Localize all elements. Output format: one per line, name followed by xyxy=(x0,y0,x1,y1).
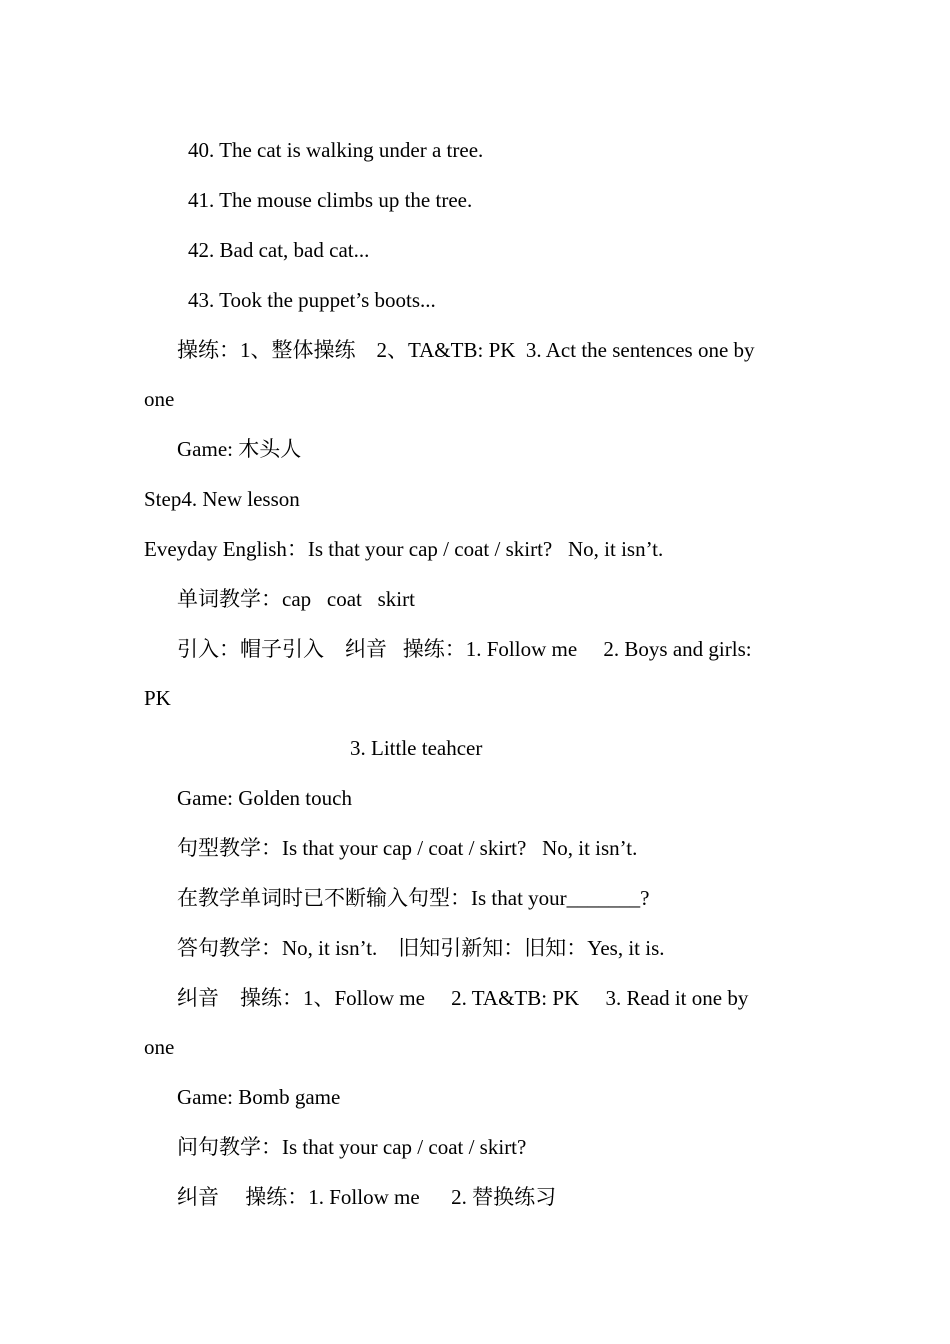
text-line: 操练：1、整体操练 2、TA&TB: PK 3. Act the sentences one by xyxy=(177,338,755,362)
text-line: 纠音 操练：1. Follow me 2. 替换练习 xyxy=(177,1185,557,1209)
text-line: 40. The cat is walking under a tree. xyxy=(188,138,484,162)
text-line: Eveyday English：Is that your cap / coat / skirt? No, it isn’t. xyxy=(144,537,664,561)
text-line: 问句教学：Is that your cap / coat / skirt? xyxy=(177,1135,527,1159)
text-line: 42. Bad cat, bad cat... xyxy=(188,238,370,262)
text-line: 单词教学：cap coat skirt xyxy=(177,587,415,611)
text-line: 41. The mouse climbs up the tree. xyxy=(188,188,473,212)
text-line: PK xyxy=(144,686,171,710)
text-line: 在教学单词时已不断输入句型：Is that your_______? xyxy=(177,886,650,910)
section-heading: Step4. New lesson xyxy=(144,487,300,511)
text-line: Game: Golden touch xyxy=(177,786,352,810)
text-line: one xyxy=(144,387,175,411)
text-line: Game: Bomb game xyxy=(177,1085,341,1109)
text-line: Game: 木头人 xyxy=(177,437,302,461)
text-line: one xyxy=(144,1035,175,1059)
text-line: 答句教学：No, it isn’t. 旧知引新知：旧知：Yes, it is. xyxy=(177,936,665,960)
text-line: 纠音 操练：1、Follow me 2. TA&TB: PK 3. Read it one by xyxy=(177,986,749,1010)
text-line: 3. Little teahcer xyxy=(350,736,483,760)
text-line: 43. Took the puppet’s boots... xyxy=(188,288,436,312)
text-line: 引入：帽子引入 纠音 操练：1. Follow me 2. Boys and girls: xyxy=(177,637,752,661)
text-line: 句型教学：Is that your cap / coat / skirt? No, it isn’t. xyxy=(177,836,638,860)
